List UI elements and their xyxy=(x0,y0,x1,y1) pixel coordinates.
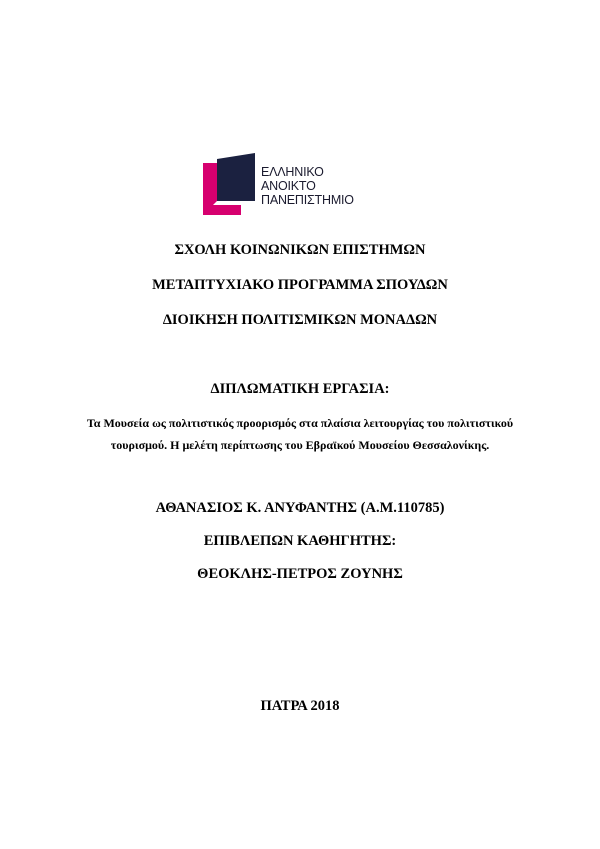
school-heading: ΣΧΟΛΗ ΚΟΙΝΩΝΙΚΩΝ ΕΠΙΣΤΗΜΩΝ xyxy=(174,242,426,258)
logo-wordmark xyxy=(261,165,354,207)
supervisor-name: ΘΕΟΚΛΗΣ-ΠΕΤΡΟΣ ΖΟΥΝΗΣ xyxy=(197,566,403,582)
author-name: ΑΘΑΝΑΣΙΟΣ Κ. ΑΝΥΦΑΝΤΗΣ (Α.Μ.110785) xyxy=(155,500,445,516)
place-date: ΠΑΤΡΑ 2018 xyxy=(260,698,340,714)
logo-mark-icon xyxy=(203,153,263,215)
logo-line-1: ΕΛΛΗΝΙΚΟ xyxy=(261,165,324,179)
specialization-heading: ΔΙΟΙΚΗΣΗ ΠΟΛΙΤΙΣΜΙΚΩΝ ΜΟΝΑΔΩΝ xyxy=(162,312,438,328)
logo-line-3: ΠΑΝΕΠΙΣΤΗΜΙΟ xyxy=(261,193,354,207)
thesis-label: ΔΙΠΛΩΜΑΤΙΚΗ ΕΡΓΑΣΙΑ: xyxy=(210,381,390,397)
supervisor-label: ΕΠΙΒΛΕΠΩΝ ΚΑΘΗΓΗΤΗΣ: xyxy=(203,533,397,549)
university-logo xyxy=(203,153,363,215)
logo-line-2: ΑΝΟΙΚΤΟ xyxy=(261,179,316,193)
thesis-title: Τα Μουσεία ως πολιτιστικός προορισμός στα πλαίσια λειτουργίας του πολιτιστικού τουρισμού. Η μελέτη περίπτωσης του Εβραϊκού Μουσείου Θεσσαλονίκης. xyxy=(86,416,514,452)
program-heading: ΜΕΤΑΠΤΥΧΙΑΚΟ ΠΡΟΓΡΑΜΜΑ ΣΠΟΥΔΩΝ xyxy=(152,277,448,293)
